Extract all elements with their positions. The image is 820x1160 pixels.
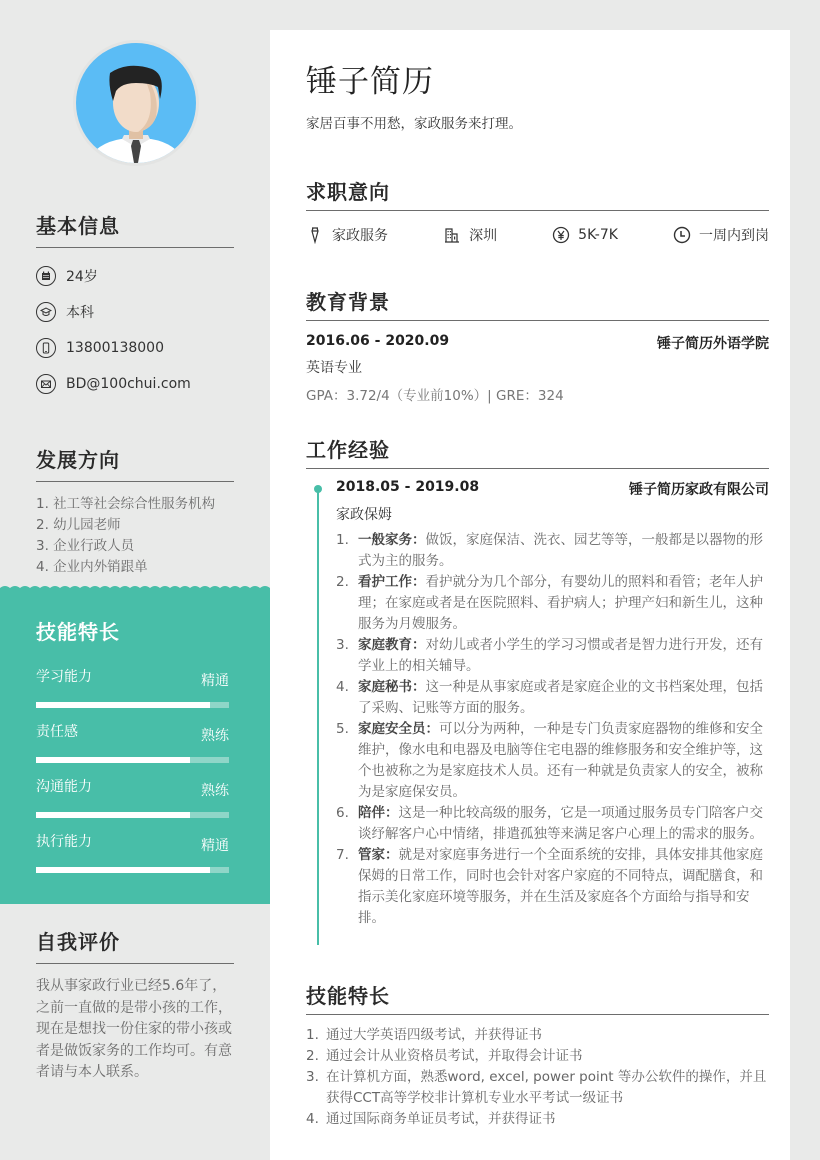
education-title: 教育背景	[306, 286, 769, 321]
intent-salary	[552, 225, 618, 245]
duty-item: 5. 家庭安全员：可以分为两种，一种是专门负责家庭器物的维修和安全维护，像水电和电器及电脑等住宅电器的维修服务和安全维护等，这个也被称之为是家庭技术人员。还有一种就是负责家人的安全，被称为是家庭保安员。	[336, 721, 763, 800]
info-email	[36, 366, 234, 402]
tie-icon	[306, 226, 324, 244]
direction-list	[36, 494, 234, 578]
skill-fill	[36, 812, 190, 818]
skills-block	[0, 592, 270, 904]
basic-info-title: 基本信息	[36, 210, 234, 248]
graduation-cap-icon	[36, 302, 56, 322]
avatar	[73, 40, 199, 166]
info-degree	[36, 294, 234, 330]
direction-item: 2. 幼儿园老师	[36, 517, 121, 533]
skill-level: 精通	[201, 838, 229, 854]
skill-name: 执行能力	[36, 834, 92, 850]
intent-city	[443, 225, 497, 245]
intent-availability	[673, 225, 769, 245]
timeline-line	[317, 491, 319, 945]
skill-fill	[36, 757, 190, 763]
work-section	[306, 434, 769, 929]
direction-section	[36, 444, 234, 578]
skill-bar	[36, 702, 229, 708]
info-email-value[interactable]: BD@100chui.com	[66, 376, 191, 392]
intent-job-value: 家政服务	[332, 228, 388, 244]
work-title: 工作经验	[306, 434, 769, 469]
wave-edge	[0, 584, 270, 593]
info-phone-value[interactable]: 13800138000	[66, 340, 164, 356]
skill-name: 沟通能力	[36, 779, 92, 795]
intent-job	[306, 225, 388, 245]
direction-item: 3. 企业行政人员	[36, 538, 135, 554]
skill-level: 精通	[201, 673, 229, 689]
skill-bar	[36, 757, 229, 763]
certs-section	[306, 980, 769, 1130]
intent-section	[306, 176, 769, 245]
education-school: 锤子简历外语学院	[657, 336, 769, 352]
work-company: 锤子简历家政有限公司	[629, 482, 769, 498]
info-age-value: 24岁	[66, 269, 98, 285]
cert-item: 1. 通过大学英语四级考试，并获得证书	[306, 1027, 542, 1043]
education-major: 英语专业	[306, 360, 362, 376]
duty-item: 1. 一般家务：做饭，家庭保洁、洗衣、园艺等等，一般都是以器物的形式为主的服务。	[336, 532, 763, 569]
mail-icon	[36, 374, 56, 394]
main-panel	[270, 30, 790, 1160]
skill-name: 责任感	[36, 724, 78, 740]
skill-level: 熟练	[201, 728, 229, 744]
intent-city-value: 深圳	[469, 228, 498, 244]
work-entry	[306, 479, 769, 929]
yen-icon	[552, 226, 570, 244]
duty-item: 3. 家庭教育：对幼儿或者小学生的学习习惯或者是智力进行开发，还有学业上的相关辅导。	[336, 637, 763, 674]
basic-info-list	[36, 258, 234, 402]
info-phone	[36, 330, 234, 366]
skill-fill	[36, 702, 210, 708]
skill-row	[36, 721, 229, 763]
intent-salary-value: 5K-7K	[578, 227, 618, 243]
duty-list	[336, 530, 769, 929]
duty-item: 2. 看护工作：看护就分为几个部分，有婴幼儿的照料和看管；老年人护理；在家庭或者是在医院照料、看护病人；护理产妇和新生儿，这种服务为月嫂服务。	[336, 574, 763, 632]
clock-icon	[673, 226, 691, 244]
skill-bar	[36, 812, 229, 818]
skill-name: 学习能力	[36, 669, 92, 685]
skill-fill	[36, 867, 210, 873]
intent-availability-value: 一周内到岗	[699, 228, 769, 244]
skill-level: 熟练	[201, 783, 229, 799]
direction-title: 发展方向	[36, 444, 234, 482]
self-eval-title: 自我评价	[36, 926, 234, 964]
self-eval-text: 我从事家政行业已经5.6年了，之前一直做的是带小孩的工作，现在是想找一份住家的带小孩或者是做饭家务的工作均可。有意者请与本人联系。	[36, 978, 232, 1080]
work-role: 家政保姆	[336, 507, 392, 523]
cert-item: 2. 通过会计从业资格员考试，并取得会计证书	[306, 1048, 583, 1064]
skill-row	[36, 831, 229, 873]
education-section	[306, 286, 769, 404]
skills-title: 技能特长	[36, 620, 120, 644]
skill-row	[36, 776, 229, 818]
self-eval-section	[36, 926, 234, 1084]
info-age	[36, 258, 234, 294]
phone-icon	[36, 338, 56, 358]
resume-slogan: 家居百事不用愁，家政服务来打理。	[306, 116, 522, 132]
education-score: GPA：3.72/4（专业前10%）| GRE：324	[306, 388, 564, 404]
cert-item: 4. 通过国际商务单证员考试，并获得证书	[306, 1111, 556, 1127]
education-period: 2016.06 - 2020.09	[306, 333, 450, 349]
duty-item: 7. 管家：就是对家庭事务进行一个全面系统的安排，具体安排其他家庭保姆的日常工作，同时也会针对客户家庭的不同特点，调配膳食，和指示美化家庭环境等服务，并在生活及家庭各个方面给与指导和安排。	[336, 847, 763, 926]
duty-item: 4. 家庭秘书：这一种是从事家庭或者是家庭企业的文书档案处理，包括了采购、记账等方面的服务。	[336, 679, 763, 716]
cert-list	[306, 1025, 769, 1130]
intent-row	[306, 225, 769, 245]
avatar-man-icon	[76, 43, 196, 163]
direction-item: 4. 企业内外销跟单	[36, 559, 148, 575]
certs-title: 技能特长	[306, 980, 769, 1015]
work-period: 2018.05 - 2019.08	[336, 479, 480, 495]
duty-item: 6. 陪伴：这是一种比较高级的服务，它是一项通过服务员专门陪客户交谈纾解客户心中情绪，排遣孤独等来满足客户心理上的需求的服务。	[336, 805, 763, 842]
direction-item: 1. 社工等社会综合性服务机构	[36, 496, 216, 512]
sidebar	[0, 0, 270, 1160]
intent-title: 求职意向	[306, 176, 769, 211]
basic-info-section	[36, 210, 234, 402]
building-icon	[443, 226, 461, 244]
info-degree-value: 本科	[66, 305, 94, 321]
resume-name: 锤子简历	[306, 64, 434, 100]
skill-bar	[36, 867, 229, 873]
skill-row	[36, 666, 229, 708]
cert-item: 3. 在计算机方面，熟悉word, excel, power point 等办公软件的操作，并且获得CCT高等学校非计算机专业水平考试一级证书	[306, 1069, 767, 1106]
calendar-icon	[36, 266, 56, 286]
